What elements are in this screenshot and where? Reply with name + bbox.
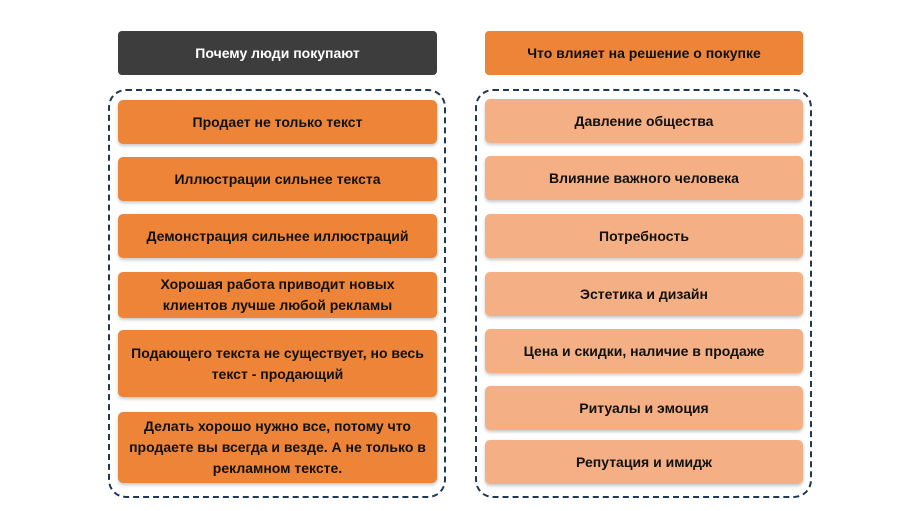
reason-item: Иллюстрации сильнее текста <box>118 157 437 201</box>
reason-item: Делать хорошо нужно все, потому что продаете вы всегда и везде. А не только в рекламном тексте. <box>118 412 437 483</box>
why-people-buy-header: Почему люди покупают <box>118 31 437 75</box>
reason-item: Демонстрация сильнее иллюстраций <box>118 214 437 258</box>
factor-item: Цена и скидки, наличие в продаже <box>485 329 803 373</box>
reason-item: Подающего текста не существует, но весь текст - продающий <box>118 330 437 397</box>
factor-item: Потребность <box>485 214 803 258</box>
reason-item: Продает не только текст <box>118 100 437 144</box>
factor-item: Эстетика и дизайн <box>485 272 803 316</box>
factor-item: Давление общества <box>485 99 803 143</box>
factor-item: Влияние важного человека <box>485 156 803 200</box>
factor-item: Ритуалы и эмоция <box>485 386 803 430</box>
factor-item: Репутация и имидж <box>485 440 803 484</box>
purchase-decision-factors-header: Что влияет на решение о покупке <box>485 31 803 75</box>
reason-item: Хорошая работа приводит новых клиентов лучше любой рекламы <box>118 272 437 318</box>
